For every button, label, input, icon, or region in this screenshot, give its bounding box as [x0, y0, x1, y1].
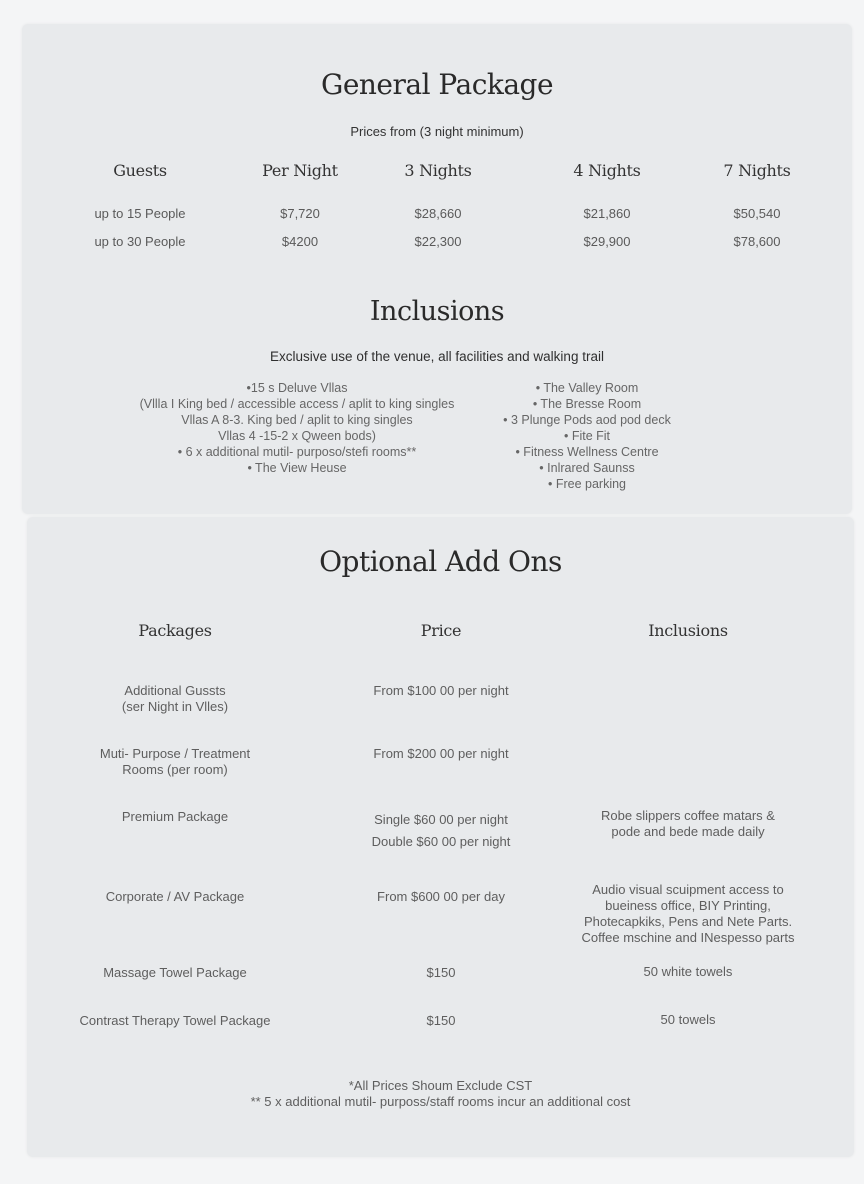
- addon-price-line: $150: [426, 965, 456, 980]
- addon-package-line: Corporate / AV Package: [105, 889, 245, 904]
- row1-4-nights: $21,860: [583, 206, 631, 221]
- header-3-nights: 3 Nights: [404, 161, 472, 180]
- addon-package-line: Massage Towel Package: [103, 965, 247, 980]
- addon-price-line: Double $60 00 per night: [371, 834, 511, 849]
- optional-addons-card: [27, 517, 854, 1157]
- addon-inclusions-line: 50 white towels: [643, 964, 733, 979]
- footnote-gst: *All Prices Shoum Exclude CST: [348, 1078, 533, 1093]
- row1-guests: up to 15 People: [94, 206, 186, 221]
- addon-package: [55, 809, 295, 825]
- header-per-night: Per Night: [262, 161, 338, 180]
- addon-inclusions: [568, 808, 808, 840]
- addon-package-line: Premium Package: [121, 809, 229, 824]
- inclusion-right-item: • The Valley Room: [535, 381, 639, 395]
- addon-package-line: Rooms (per room): [122, 762, 228, 777]
- inclusion-left-item: •15 s Deluve Vllas: [246, 381, 348, 395]
- addon-inclusions-line: 50 towels: [660, 1012, 716, 1027]
- addon-price: [321, 809, 561, 853]
- inclusion-left-item: • The View Heuse: [247, 461, 347, 475]
- addon-price-line: From $600 00 per day: [377, 889, 505, 904]
- general-package-title: General Package: [320, 68, 554, 101]
- addon-inclusions-line: Coffee mschine and INespesso parts: [581, 930, 795, 945]
- addon-package: [55, 889, 295, 905]
- inclusion-right-item: • Fite Fit: [563, 429, 611, 443]
- addon-package-line: (ser Night in Vlles): [121, 699, 229, 714]
- header-inclusions: Inclusions: [648, 621, 728, 640]
- addon-package-line: Muti- Purpose / Treatment: [99, 746, 251, 761]
- addon-package: [55, 965, 295, 981]
- row2-7-nights: $78,600: [733, 234, 781, 249]
- addon-price: [321, 746, 561, 762]
- header-guests: Guests: [113, 161, 167, 180]
- general-package-subtitle: Prices from (3 night minimum): [350, 124, 524, 139]
- header-packages: Packages: [138, 621, 212, 640]
- inclusion-left-item: (Vllla I King bed / accessible access / aplit to king singles: [139, 397, 455, 411]
- addon-price: [321, 1013, 561, 1029]
- addon-inclusions: [568, 964, 808, 980]
- header-price: Price: [420, 621, 462, 640]
- addon-package-line: Contrast Therapy Towel Package: [79, 1013, 271, 1028]
- addons-title: Optional Add Ons: [319, 545, 562, 578]
- inclusion-right-item: • 3 Plunge Pods aod pod deck: [503, 413, 671, 427]
- addon-price-line: $150: [426, 1013, 456, 1028]
- addon-inclusions-line: Photecapkiks, Pens and Nete Parts.: [583, 914, 793, 929]
- row2-guests: up to 30 People: [94, 234, 186, 249]
- row2-4-nights: $29,900: [583, 234, 631, 249]
- addon-price-line: Single $60 00 per night: [374, 812, 508, 827]
- addon-price: [321, 965, 561, 981]
- row1-7-nights: $50,540: [733, 206, 781, 221]
- footnote-rooms: ** 5 x additional mutil- purposs/staff rooms incur an additional cost: [250, 1094, 631, 1109]
- inclusion-right-item: • Free parking: [547, 477, 627, 491]
- addon-package: [35, 1013, 315, 1029]
- row1-per-night: $7,720: [280, 206, 320, 221]
- addon-inclusions: [558, 882, 818, 946]
- inclusions-subtitle: Exclusive use of the venue, all facilities and walking trail: [270, 349, 604, 364]
- addon-inclusions-line: bueiness office, BIY Printing,: [605, 898, 771, 913]
- header-7-nights: 7 Nights: [723, 161, 791, 180]
- addon-price-line: From $200 00 per night: [373, 746, 509, 761]
- inclusion-right-item: • Inlrared Saunss: [539, 461, 635, 475]
- inclusion-left-item: Vllas 4 -15-2 x Qween bods): [218, 429, 376, 443]
- row2-per-night: $4200: [281, 234, 319, 249]
- addon-price: [321, 683, 561, 699]
- addon-inclusions-line: Robe slippers coffee matars &: [601, 808, 775, 823]
- addon-package: [55, 746, 295, 778]
- inclusion-left-item: Vllas A 8-3. King bed / aplit to king singles: [181, 413, 413, 427]
- row2-3-nights: $22,300: [414, 234, 462, 249]
- addon-package: [55, 683, 295, 715]
- addon-price: [321, 889, 561, 905]
- inclusion-right-item: • Fitness Wellness Centre: [515, 445, 659, 459]
- addon-package-line: Additional Gussts: [124, 683, 226, 698]
- inclusions-title: Inclusions: [369, 296, 505, 327]
- header-4-nights: 4 Nights: [573, 161, 641, 180]
- addon-inclusions-line: Audio visual scuipment access to: [592, 882, 784, 897]
- row1-3-nights: $28,660: [414, 206, 462, 221]
- addon-inclusions: [568, 1012, 808, 1028]
- general-package-card: [22, 24, 852, 514]
- addon-inclusions-line: pode and bede made daily: [611, 824, 765, 839]
- inclusion-right-item: • The Bresse Room: [532, 397, 642, 411]
- inclusion-left-item: • 6 x additional mutil- purposo/stefi rooms**: [177, 445, 417, 459]
- addon-price-line: From $100 00 per night: [373, 683, 509, 698]
